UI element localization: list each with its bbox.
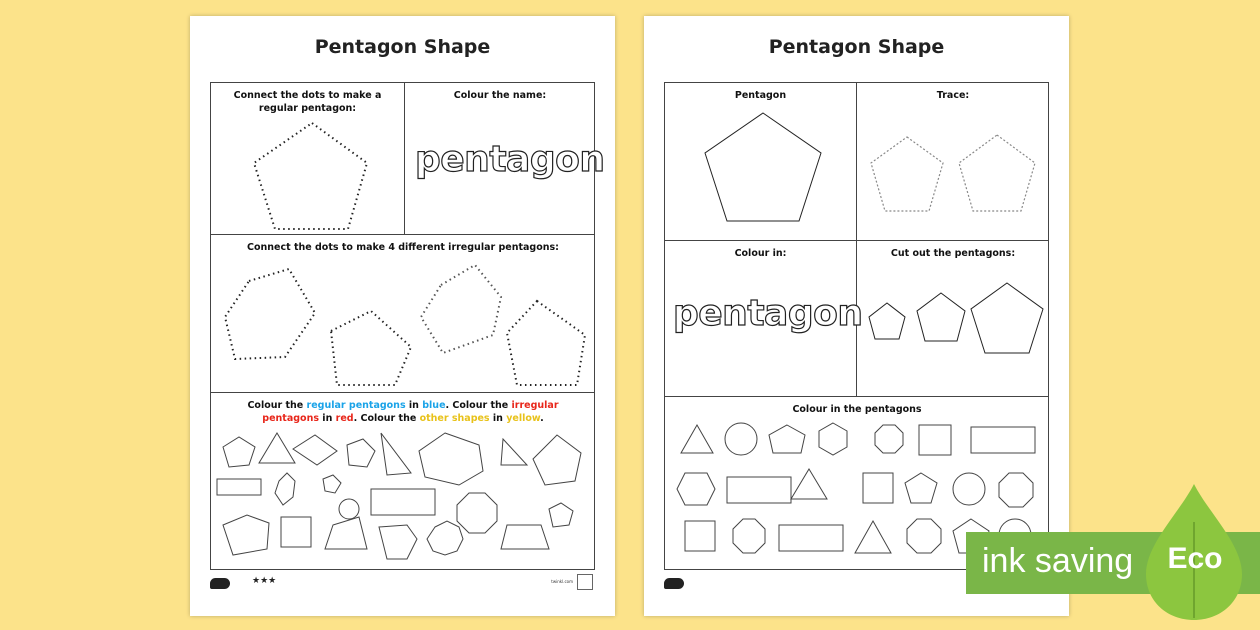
outline-word-pentagon: pentagon bbox=[415, 139, 605, 180]
outline-word-pentagon: pentagon bbox=[673, 293, 863, 334]
worksheet-left bbox=[190, 16, 615, 616]
sheet-footer bbox=[210, 576, 595, 596]
worksheet-right bbox=[644, 16, 1069, 616]
difficulty-stars: ★★★ bbox=[252, 576, 277, 586]
cell-label: Colour the name: bbox=[453, 90, 547, 101]
cell-label: Colour in: bbox=[734, 248, 787, 259]
qr-code-icon bbox=[577, 574, 593, 590]
twinkl-logo-icon bbox=[210, 578, 230, 589]
cell-connect-irregular bbox=[211, 235, 595, 393]
worksheet-grid bbox=[210, 82, 605, 570]
mixed-shapes bbox=[211, 393, 595, 569]
cell-cut-out bbox=[857, 241, 1049, 397]
cell-trace bbox=[857, 83, 1049, 241]
cell-connect-regular bbox=[211, 83, 405, 235]
cut-out-pentagons bbox=[857, 241, 1049, 397]
twinkl-logo-icon bbox=[664, 578, 684, 589]
cell-label: Colour the regular pentagons in blue. Colour the irregular pentagons in red. Colour the other shapes in yellow. bbox=[247, 400, 559, 424]
cell-label: Pentagon bbox=[734, 90, 787, 101]
pentagon-shape bbox=[665, 83, 857, 241]
cell-colour-name bbox=[405, 83, 605, 235]
cell-label: Trace: bbox=[936, 90, 970, 101]
cell-label: Connect the dots to make a regular pentagon: bbox=[233, 90, 382, 114]
worksheet-grid bbox=[664, 82, 1049, 570]
dotted-regular-pentagon bbox=[211, 83, 405, 235]
eco-badge-text: Eco bbox=[1167, 542, 1223, 575]
trace-pentagons bbox=[857, 83, 1049, 241]
cell-label: Colour in the pentagons bbox=[792, 404, 922, 415]
dotted-irregular-pentagons bbox=[211, 235, 595, 393]
footer-url: twinkl.com bbox=[551, 579, 573, 584]
ink-saving-text: ink saving bbox=[982, 542, 1134, 580]
cell-label: Connect the dots to make 4 different irregular pentagons: bbox=[247, 242, 559, 253]
cell-colour-shapes bbox=[211, 393, 595, 569]
sheet-title: Pentagon Shape bbox=[314, 36, 491, 58]
cell-colour-in bbox=[665, 241, 863, 397]
cell-pentagon bbox=[665, 83, 857, 241]
cell-label: Cut out the pentagons: bbox=[890, 248, 1016, 259]
sheet-title: Pentagon Shape bbox=[768, 36, 945, 58]
